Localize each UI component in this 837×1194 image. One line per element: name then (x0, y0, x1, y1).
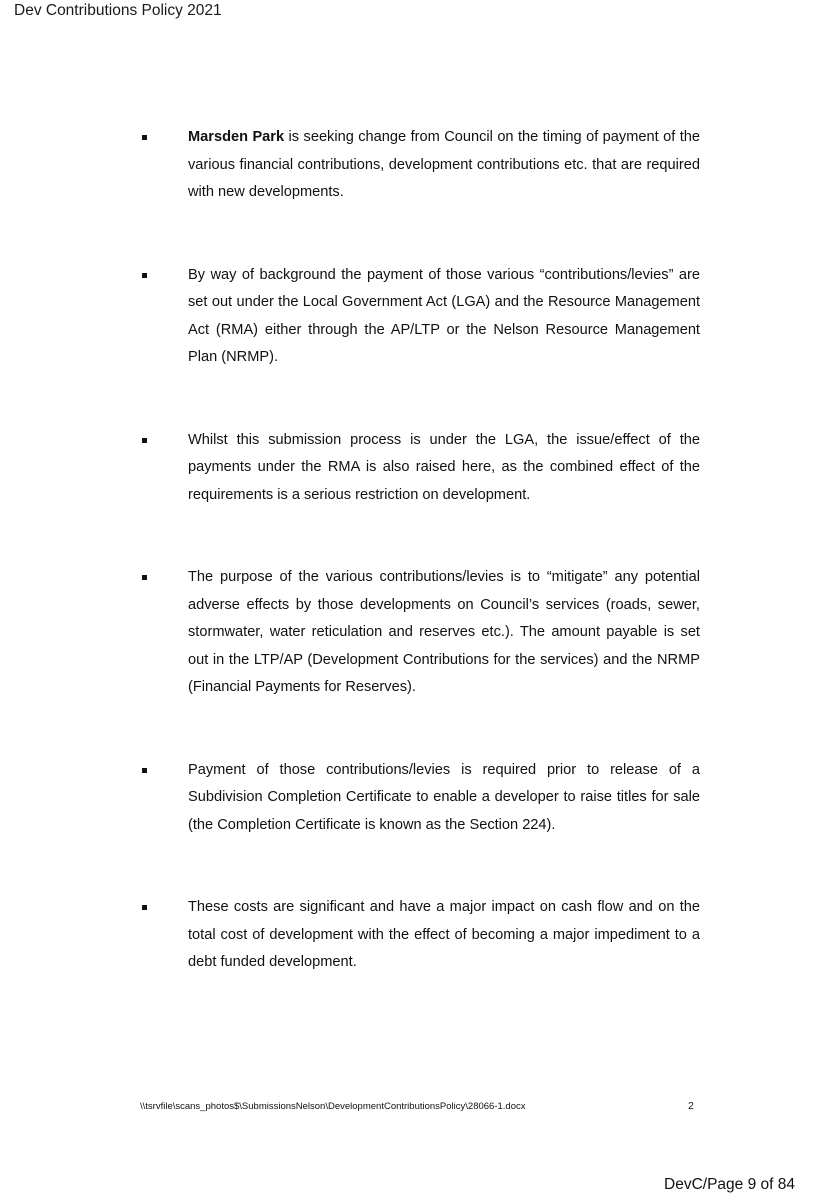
bullet-bold-lead: Marsden Park (188, 129, 285, 145)
square-bullet-icon (142, 438, 147, 443)
bullet-text: Payment of those contributions/levies is required prior to release of a Subdivision Completion Certificate to enable a developer to raise titles for sale (the Completion Certificate is known as the Section 224). (188, 761, 700, 833)
page-stamp: DevC/Page 9 of 84 (664, 1176, 795, 1193)
square-bullet-icon (142, 768, 147, 773)
bullet-text: These costs are significant and have a major impact on cash flow and on the total cost of development with the effect of becoming a major impediment to a debt funded development. (188, 899, 700, 970)
bullet-item (140, 427, 700, 510)
bullet-text: By way of background the payment of those various “contributions/levies” are set out under the Local Government Act (LGA) and the Resource Management Act (RMA) either through the AP/LTP or the Nelson Resource Management Plan (NRMP). (188, 266, 700, 365)
square-bullet-icon (142, 135, 147, 140)
bullet-item (140, 894, 700, 977)
bullet-item (140, 124, 700, 207)
bullet-item (140, 564, 700, 702)
square-bullet-icon (142, 273, 147, 278)
footer-file-path: \\tsrvfile\scans_photos$\SubmissionsNelson\DevelopmentContributionsPolicy\28066-1.docx (140, 1101, 526, 1112)
bullet-text: The purpose of the various contributions/levies is to “mitigate” any potential adverse effects by those developments on Council’s services (roads, sewer, stormwater, water reticulation and reserves etc.). The amount payable is set out in the LTP/AP (Development Contributions for the services) and the NRMP (Financial Payments for Reserves). (188, 569, 700, 695)
document-header-title: Dev Contributions Policy 2021 (14, 2, 222, 19)
footer-page-number: 2 (688, 1100, 694, 1112)
bullet-text: Whilst this submission process is under the LGA, the issue/effect of the payments under the RMA is also raised here, as the combined effect of the requirements is a serious restriction on development. (188, 431, 700, 503)
square-bullet-icon (142, 905, 147, 910)
bullet-item (140, 262, 700, 372)
bullet-item (140, 757, 700, 840)
bullet-list (140, 124, 700, 977)
bullet-text: is seeking change from Council on the timing of payment of the various financial contributions, development contributions etc. that are required with new developments. (188, 129, 700, 200)
square-bullet-icon (142, 575, 147, 580)
